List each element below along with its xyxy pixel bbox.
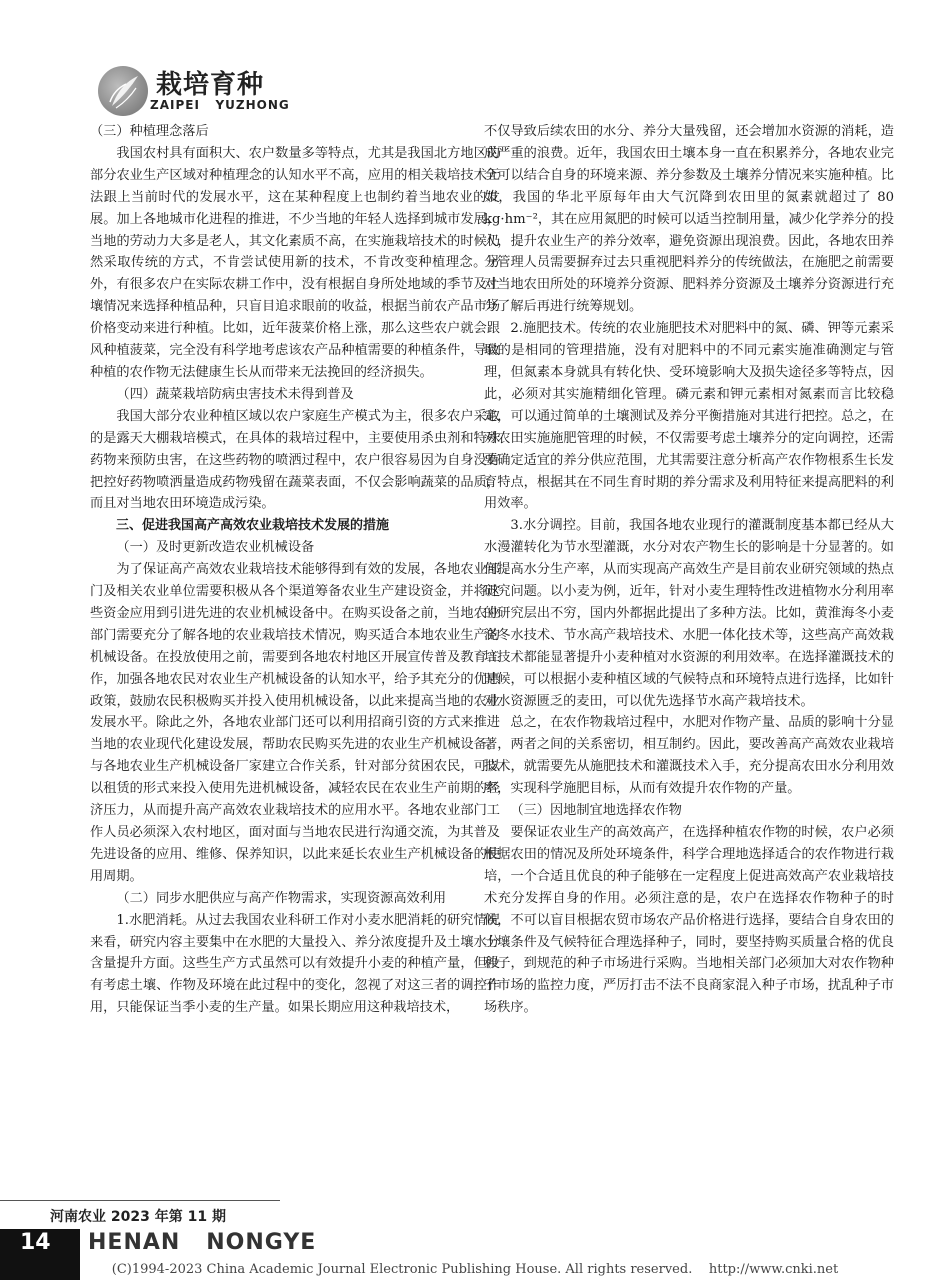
paragraph: 我国农村具有面积大、农户数量多等特点，尤其是我国北方地区的部分农业生产区域对种植理念的认知水平不高，应用的相关栽培技术无法跟上当前时代的发展水平，这在某种程度上也制约着当地农业的发展。加上各地城市化进程的推进，不少当地的年轻人选择到城市发展，当地的劳动力大多是老人，其文化素质不高，在实施栽培技术的时候仍然采取传统的方式，不肯尝试使用新的技术，不肯改变种植理念。另外，有很多农户在实际农耕工作中，没有根据自身所处地域的季节及土壤情况来选择种植品种，只盲目追求眼前的收益，根据当前农产品市场价格变动来进行种植。比如，近年菠菜价格上涨，那么这些农户就会跟风种植菠菜，完全没有科学地考虑该农产品种植需要的种植条件，导致种植的农作物无法健康生长从而带来无法挽回的经济损失。 — [90, 145, 500, 380]
paragraph: （四）蔬菜栽培防病虫害技术未得到普及 — [116, 386, 354, 402]
footer-journal-name: HENAN NONGYE — [88, 1230, 317, 1255]
leaf-logo-icon — [98, 66, 148, 116]
paragraph: 3.水分调控。目前，我国各地农业现行的灌溉制度基本都已经从大水漫灌转化为节水型灌溉，水分对农产物生长的影响是十分显著的。如何提高水分生产率，从而实现高产高效生产是目前农业研究领域的热点研究问题。以小麦为例，近年，针对小麦生理特性改进植物水分利用率的研究层出不穷，国内外都据此提出了多种方法。比如，黄淮海冬小麦浇冬水技术、节水高产栽培技术、水肥一体化技术等，这些高产高效栽培技术都能显著提升小麦种植对水资源的利用效率。在选择灌溉技术的时候，可以根据小麦种植区域的气候特点和环境特点进行选择，比如针对水资源匮乏的麦田，可以优先选择节水高产栽培技术。 — [484, 518, 894, 709]
paragraph: 2.施肥技术。传统的农业施肥技术对肥料中的氮、磷、钾等元素采取的是相同的管理措施，没有对肥料中的不同元素实施准确测定与管理，但氮素本身就具有转化快、受环境影响大及损失途径多等特点，因此，必须对其实施精细化管理。磷元素和钾元素相对氮素而言比较稳定，可以通过简单的土壤测试及养分平衡措施对其进行把控。总之，在对农田实施施肥管理的时候，不仅需要考虑土壤养分的定向调控，还需要确定适宜的养分供应范围，尤其需要注意分析高产农作物根系生长发育特点，根据其在不同生育时期的养分需求及利用特征来提高肥料的利用效率。 — [484, 321, 894, 512]
right-column — [484, 121, 894, 1019]
journal-header — [98, 62, 338, 122]
paragraph: 要保证农业生产的高效高产，在选择种植农作物的时候，农户必须根据农田的情况及所处环境条件，科学合理地选择适合的农作物进行栽培，一个合适且优良的种子能够在一定程度上促进高效高产农业栽培技术充分发挥自身的作用。必须注意的是，农户在选择农作物种子的时候，不可以盲目根据农贸市场农产品价格进行选择，要结合自身农田的土壤条件及气候特征合理选择种子，同时，要坚持购买质量合格的优良种子，到规范的种子市场进行采购。当地相关部门必须加大对农作物种子市场的监控力度，严厉打击不法不良商家混入种子市场，扰乱种子市场秩序。 — [484, 825, 894, 1016]
paragraph: （三）种植理念落后 — [90, 124, 209, 139]
paragraph: 总之，在农作物栽培过程中，水肥对作物产量、品质的影响十分显著，两者之间的关系密切，相互制约。因此，要改善高产高效农业栽培技术，就需要先从施肥技术和灌溉技术入手，充分提高农田水分利用效率，实现科学施肥目标，从而有效提升农作物的产量。 — [484, 715, 894, 797]
paragraph: 不仅导致后续农田的水分、养分大量残留，还会增加水资源的消耗，造成严重的浪费。近年，我国农田土壤本身一直在积累养分，各地农业完全可以结合自身的环境来源、养分参数及土壤养分情况来实施种植。比如，我国的华北平原每年由大气沉降到农田里的氮素就超过了 80 kg·hm⁻²，其在应用氮肥的时候可以适当控制用量，减少化学养分的投入，提升农业生产的养分效率，避免资源出现浪费。因此，各地农田养分管理人员需要摒弃过去只重视肥料养分的传统做法，在施肥之前需要对当地农田所处的环境养分资源、肥料养分资源及土壤养分资源进行充分了解后再进行统筹规划。 — [484, 124, 894, 315]
footer-divider — [0, 1200, 280, 1201]
section-title: 栽培育种 — [156, 70, 265, 100]
paragraph: （二）同步水肥供应与高产作物需求，实现资源高效利用 — [116, 890, 447, 906]
paragraph: 1.水肥消耗。从过去我国农业科研工作对小麦水肥消耗的研究情况来看，研究内容主要集中在水肥的大量投入、养分浓度提升及土壤水分含量提升方面。这些生产方式虽然可以有效提升小麦的种植产量，但没有考虑土壤、作物及环境在此过程中的变化，忽视了对这三者的调控作用，只能保证当季小麦的生产量。如果长期应用这种栽培技术， — [90, 912, 500, 1016]
copyright-notice: (C)1994-2023 China Academic Journal Electronic Publishing House. All rights reserved. http://www.cnki.net — [111, 1262, 839, 1277]
paragraph: 我国大部分农业种植区域以农户家庭生产模式为主，很多农户采取的是露天大棚栽培模式，在具体的栽培过程中，主要使用杀虫剂和特殊药物来预防虫害，在这些药物的喷洒过程中，农户很容易因为自身没有把控好药物喷洒量造成药物残留在蔬菜表面，不仅会影响蔬菜的品质，而且对当地农田环境造成污染。 — [90, 408, 500, 512]
section-subtitle: ZAIPEI YUZHONG — [150, 98, 290, 112]
paragraph: （一）及时更新改造农业机械设备 — [116, 540, 315, 556]
left-column — [90, 121, 500, 1019]
paragraph: （三）因地制宜地选择农作物 — [510, 803, 682, 819]
paragraph: 为了保证高产高效农业栽培技术能够得到有效的发展，各地农业部门及相关农业单位需要积极从各个渠道筹备农业生产建设资金，并将这些资金应用到引进先进的农业机械设备中。在购买设备之前，当地农业部门需要充分了解各地的农业栽培技术情况，购买适合本地农业生产的机械设备。在投放使用之前，需要到各地农村地区开展宣传普及教育工作，加强各地农民对农业生产机械设备的认知水平，给予其充分的优惠政策，鼓励农民积极购买并投入使用机械设备，以此来提高当地的农业发展水平。除此之外，各地农业部门还可以利用招商引资的方式来推进当地的农业现代化建设发展，帮助农民购买先进的农业生产机械设备。与各地农业生产机械设备厂家建立合作关系，针对部分贫困农民，可以以租赁的形式来投入使用先进机械设备，减轻农民在农业生产前期的经济压力，从而提升高产高效农业栽培技术的应用水平。各地农业部门工作人员必须深入农村地区，面对面与当地农民进行沟通交流，为其普及先进设备的应用、维修、保养知识，以此来延长农业生产机械设备的使用周期。 — [90, 562, 500, 884]
footer-journal-issue: 河南农业 2023 年第 11 期 — [50, 1209, 226, 1225]
paragraph: 三、促进我国高产高效农业栽培技术发展的措施 — [116, 518, 390, 534]
page-number: 14 — [20, 1230, 51, 1255]
